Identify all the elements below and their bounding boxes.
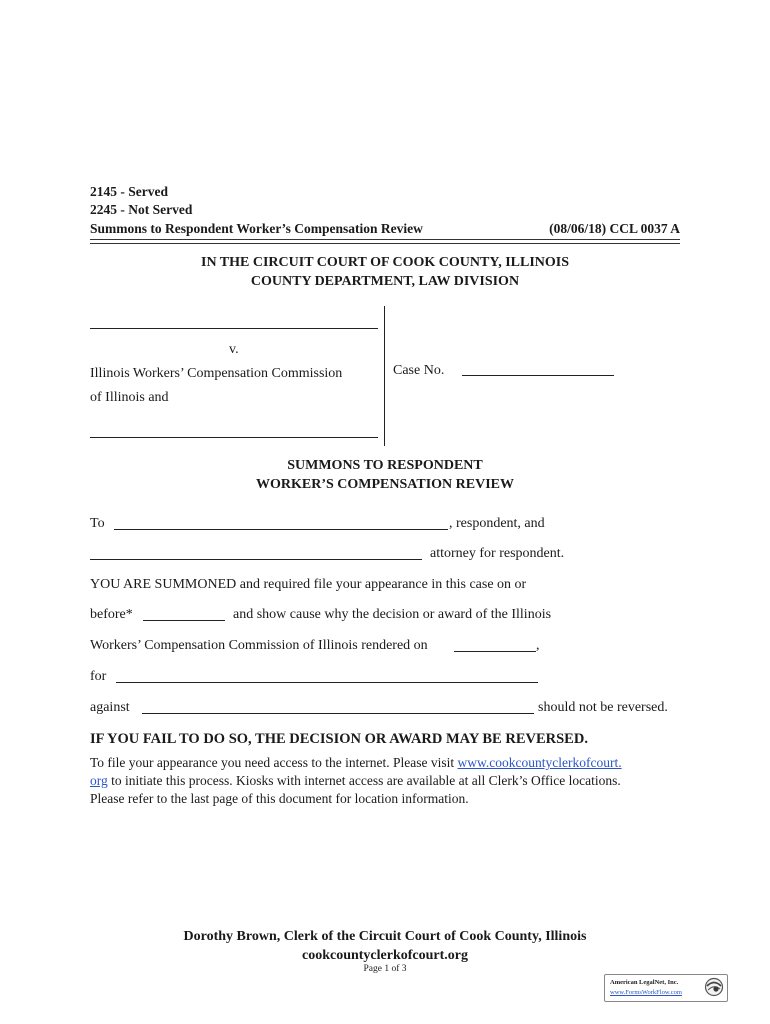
before-date-field[interactable] xyxy=(143,620,225,621)
efile-text-2: to initiate this process. Kiosks with internet access are available at all Clerk’s Office locations. xyxy=(111,773,621,788)
clerk-website: cookcountyclerkofcourt.org xyxy=(301,948,469,963)
clerk-website-link[interactable]: www.cookcountyclerkofcourt. xyxy=(457,755,622,770)
petitioner-line[interactable] xyxy=(90,328,378,329)
case-no-field[interactable] xyxy=(462,375,614,376)
form-code: (08/06/18) CCL 0037 A xyxy=(549,221,680,236)
rendered-date-field[interactable] xyxy=(454,651,536,652)
court-division: COUNTY DEPARTMENT, LAW DIVISION xyxy=(250,274,520,289)
efile-text-1: To file your appearance you need access to the internet. Please visit xyxy=(90,755,455,770)
summons-title-2: WORKER’S COMPENSATION REVIEW xyxy=(256,477,514,492)
not-served-code: 2245 - Not Served xyxy=(90,202,193,217)
versus-text: v. xyxy=(229,342,239,357)
summoned-text: YOU ARE SUMMONED and required file your appearance in this case on or xyxy=(90,577,527,592)
served-code: 2145 - Served xyxy=(90,184,168,199)
against-field[interactable] xyxy=(142,713,534,714)
badge-url[interactable]: www.FormsWorkFlow.com xyxy=(610,989,682,996)
efile-text-3: Please refer to the last page of this document for location information. xyxy=(90,791,469,806)
before-label: before* xyxy=(90,607,133,622)
respondent-name-2: of Illinois and xyxy=(90,390,169,405)
clerk-name: Dorothy Brown, Clerk of the Circuit Court of Cook County, Illinois xyxy=(183,929,587,944)
efile-paragraph xyxy=(90,754,690,808)
globe-logo-icon xyxy=(704,977,724,997)
against-label: against xyxy=(90,700,130,715)
header-rule xyxy=(90,239,680,244)
respondent-name-1: Illinois Workers’ Compensation Commission xyxy=(90,366,343,381)
attorney-suffix: attorney for respondent. xyxy=(430,546,565,561)
respondent-suffix: , respondent, and xyxy=(449,516,545,531)
warning-text: IF YOU FAIL TO DO SO, THE DECISION OR AWARD MAY BE REVERSED. xyxy=(90,731,588,747)
legalnet-badge[interactable] xyxy=(604,974,728,1002)
case-no-label: Case No. xyxy=(393,363,445,378)
clerk-website-link-cont[interactable]: org xyxy=(90,773,108,788)
respondent-line[interactable] xyxy=(90,437,378,438)
comma: , xyxy=(536,638,540,653)
caption-divider xyxy=(384,306,385,446)
page-number: Page 1 of 3 xyxy=(363,964,407,974)
for-field[interactable] xyxy=(116,682,538,683)
attorney-name-field[interactable] xyxy=(90,559,422,560)
for-label: for xyxy=(90,669,107,684)
show-cause-text: and show cause why the decision or award of the Illinois xyxy=(233,607,552,622)
to-label: To xyxy=(90,516,105,531)
summons-title-1: SUMMONS TO RESPONDENT xyxy=(287,458,483,473)
commission-text: Workers’ Compensation Commission of Illinois rendered on xyxy=(90,638,428,653)
respondent-name-field[interactable] xyxy=(114,529,448,530)
not-reversed-text: should not be reversed. xyxy=(538,700,668,715)
badge-company: American LegalNet, Inc. xyxy=(610,979,679,986)
form-title: Summons to Respondent Worker’s Compensation Review xyxy=(90,221,423,236)
court-name: IN THE CIRCUIT COURT OF COOK COUNTY, ILLINOIS xyxy=(201,255,569,270)
